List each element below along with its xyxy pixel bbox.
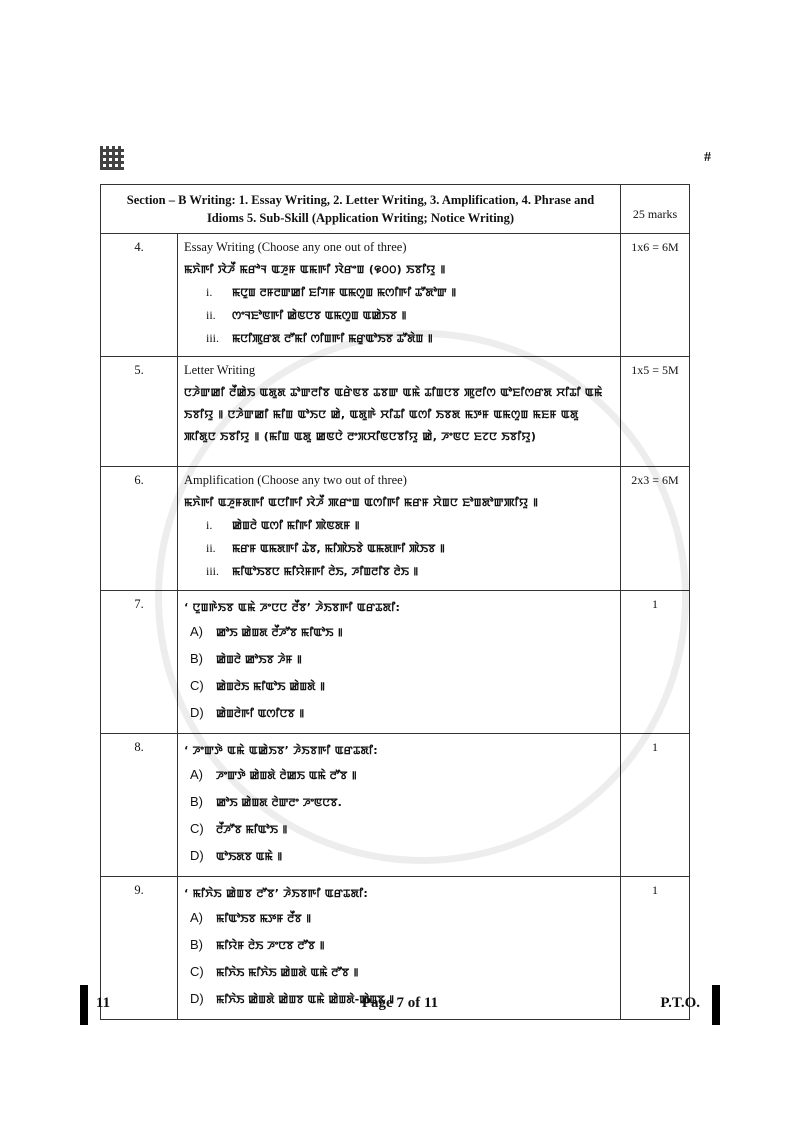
item-text: ꯃꯔꯝ ꯑꯃꯗꯒꯤ ꯊꯥꯕ, ꯃꯤꯄꯥꯏꯕꯥ ꯑꯃꯗꯒꯤ ꯄꯥꯏꯕ ꯫ — [232, 542, 445, 555]
question-number: 6. — [101, 467, 178, 591]
option-text: ꯃꯤꯈꯥꯏ ꯀꯥꯡꯗꯥ ꯀꯥꯡꯕ ꯑꯃꯥ ꯀꯥꯡꯗꯥ-ꯀꯥꯡꯕ ꯫ — [216, 993, 395, 1006]
question-number: 5. — [101, 357, 178, 467]
option-label: D) — [190, 705, 204, 720]
question-body — [178, 734, 621, 877]
option-a — [184, 905, 614, 932]
item-text: ꯃꯤꯑꯣꯏꯕꯅ ꯃꯤꯌꯥꯝꯒꯤ ꯂꯥꯏ, ꯍꯤꯡꯂꯤꯕ ꯂꯥꯏ ꯫ — [232, 565, 419, 578]
question-table — [100, 184, 690, 1020]
question-number: 7. — [101, 591, 178, 734]
question-row-7 — [101, 591, 690, 734]
question-title: ‘ ꯃꯤꯈꯥꯏ ꯀꯥꯡꯕ ꯂꯧꯕ’ ꯍꯥꯏꯕꯒꯤ ꯑꯔꯊꯗꯤ: — [184, 887, 369, 900]
option-text: ꯀꯥꯡꯂꯥꯒꯤ ꯑꯁꯤꯅꯕ ꯫ — [216, 707, 305, 720]
option-label: A) — [190, 910, 203, 925]
item-label: ii. — [206, 541, 216, 555]
section-heading: Section – B Writing: 1. Essay Writing, 2. Letter Writing, 3. Amplification, 4. Phrase and Idioms 5. Sub-Skill (Application Writing; Notice Writing) — [101, 185, 621, 234]
item-label: iii. — [206, 331, 220, 345]
list-item — [184, 327, 614, 350]
question-row-5 — [101, 357, 690, 467]
option-label: B) — [190, 937, 203, 952]
option-c — [184, 959, 614, 986]
question-marks: 1 — [621, 877, 690, 1020]
list-item — [184, 281, 614, 304]
question-row-8 — [101, 734, 690, 877]
option-label: D) — [190, 848, 204, 863]
item-text: ꯃꯅꯨꯡ ꯂꯝꯂꯛꯀꯤ ꯐꯤꯚꯝ ꯑꯃꯁꯨꯡ ꯃꯁꯤꯒꯤ ꯊꯧꯗꯣꯛ ꯫ — [232, 286, 457, 299]
section-marks: 25 marks — [621, 185, 690, 234]
option-a — [184, 619, 614, 646]
item-label: i. — [206, 518, 213, 532]
item-text: ꯀꯥꯡꯂꯥ ꯑꯁꯤ ꯃꯤꯒꯤ ꯄꯥꯟꯗꯝ ꯫ — [232, 519, 360, 532]
option-text: ꯃꯤꯑꯣꯏꯕ ꯃꯇꯝ ꯂꯩꯕ ꯫ — [216, 912, 312, 925]
question-body — [178, 234, 621, 357]
question-title: Letter Writing — [184, 363, 256, 377]
option-text: ꯍꯦꯛꯇꯥ ꯀꯥꯡꯗꯥ ꯂꯥꯀꯏ ꯑꯃꯥ ꯂꯧꯕ ꯫ — [216, 769, 357, 782]
option-label: B) — [190, 794, 203, 809]
list-item — [184, 560, 614, 583]
list-item — [184, 537, 614, 560]
question-row-4 — [101, 234, 690, 357]
question-title: Amplification (Choose any two out of three) — [184, 473, 407, 487]
question-marks: 1x5 = 5M — [621, 357, 690, 467]
option-b — [184, 646, 614, 673]
item-label: ii. — [206, 308, 216, 322]
option-label: C) — [190, 821, 204, 836]
item-label: i. — [206, 285, 213, 299]
option-label: D) — [190, 991, 204, 1006]
option-text: ꯀꯥꯡꯂꯥ ꯀꯣꯏꯕ ꯍꯥꯝ ꯫ — [216, 653, 302, 666]
option-label: B) — [190, 651, 203, 666]
option-d — [184, 700, 614, 727]
option-text: ꯃꯤꯈꯥꯏ ꯃꯤꯈꯥꯏ ꯀꯥꯡꯗꯥ ꯑꯃꯥ ꯂꯧꯕ ꯫ — [216, 966, 359, 979]
option-b — [184, 932, 614, 959]
question-title: ‘ ꯍꯦꯛꯇꯥ ꯑꯃꯥ ꯑꯀꯥꯏꯕ’ ꯍꯥꯏꯕꯒꯤ ꯑꯔꯊꯗꯤ: — [184, 744, 378, 757]
option-c — [184, 816, 614, 843]
question-title: ‘ ꯅꯨꯡꯒꯥꯏꯕ ꯑꯃꯥ ꯍꯦꯅꯅ ꯂꯩꯕ’ ꯍꯥꯏꯕꯒꯤ ꯑꯔꯊꯗꯤ: — [184, 601, 401, 614]
option-text: ꯀꯣꯏ ꯀꯥꯡꯗ ꯂꯥꯛꯂꯦ ꯍꯦꯟꯅꯕ. — [216, 796, 342, 809]
question-number: 9. — [101, 877, 178, 1020]
question-body — [178, 591, 621, 734]
footer-left-number: 11 — [96, 995, 111, 1011]
option-label: A) — [190, 624, 203, 639]
question-marks: 1x6 = 6M — [621, 234, 690, 357]
option-text: ꯀꯥꯡꯂꯥꯏ ꯃꯤꯑꯣꯏ ꯀꯥꯡꯗꯥ ꯫ — [216, 680, 325, 693]
question-title: Essay Writing (Choose any one out of three) — [184, 240, 407, 254]
item-label: iii. — [206, 564, 220, 578]
pto-label: P.T.O. — [660, 995, 700, 1011]
option-text: ꯑꯣꯏꯗꯕ ꯑꯃꯥ ꯫ — [216, 850, 283, 863]
option-a — [184, 762, 614, 789]
page-number: Page 7 of 11 — [361, 995, 439, 1011]
page-footer — [80, 985, 720, 1025]
option-text: ꯀꯣꯏ ꯀꯥꯡꯗ ꯂꯩꯍꯧꯕ ꯃꯤꯑꯣꯏ ꯫ — [216, 626, 343, 639]
corner-mark: # — [704, 150, 711, 165]
question-instruction: ꯃꯈꯥꯒꯤ ꯑꯍꯨꯝꯗꯒꯤ ꯑꯅꯤꯒꯤ ꯋꯥꯍꯩ ꯄꯔꯦꯡ ꯑꯁꯤꯒꯤ ꯃꯔꯝ ꯆꯥꯡꯅ ꯐꯣꯡꯗꯣꯛꯄꯤꯌꯨ ꯫ — [184, 496, 539, 509]
question-body — [178, 467, 621, 591]
option-d — [184, 843, 614, 870]
option-label: C) — [190, 964, 204, 979]
question-instruction: ꯃꯈꯥꯒꯤ ꯋꯥꯍꯩ ꯃꯔꯣꯜ ꯑꯍꯨꯝ ꯑꯃꯒꯤ ꯋꯥꯔꯦꯡ (꯶꯰꯰) ꯏꯕꯤꯌꯨ ꯫ — [184, 263, 446, 276]
qr-code — [100, 146, 124, 170]
option-label: A) — [190, 767, 203, 782]
item-text: ꯁꯦꯜꯐꯣꯟꯒꯤ ꯀꯥꯟꯅꯕ ꯑꯃꯁꯨꯡ ꯑꯀꯥꯏꯕ ꯫ — [232, 309, 407, 322]
option-c — [184, 673, 614, 700]
list-item — [184, 304, 614, 327]
footer-bar-right — [712, 985, 720, 1025]
question-number: 8. — [101, 734, 178, 877]
section-header-row — [101, 185, 690, 234]
item-text: ꯃꯅꯤꯄꯨꯔꯗ ꯂꯧꯃꯤ ꯁꯤꯡꯒꯤ ꯃꯔꯨꯑꯣꯏꯕ ꯊꯧꯗꯥꯡ ꯫ — [232, 332, 433, 345]
question-number: 4. — [101, 234, 178, 357]
list-item — [184, 514, 614, 537]
option-text: ꯃꯤꯌꯥꯝ ꯂꯥꯏ ꯍꯦꯅꯕ ꯂꯧꯕ ꯫ — [216, 939, 325, 952]
question-marks: 1 — [621, 734, 690, 877]
option-text: ꯂꯩꯍꯧꯕ ꯃꯤꯑꯣꯏ ꯫ — [216, 823, 288, 836]
option-label: C) — [190, 678, 204, 693]
question-marks: 2x3 = 6M — [621, 467, 690, 591]
question-instruction: ꯅꯍꯥꯛꯀꯤ ꯂꯩꯀꯥꯏ ꯑꯗꯨꯗ ꯊꯣꯛꯂꯤꯕ ꯑꯔꯥꯟꯕ ꯊꯕꯛ ꯑꯃꯥ ꯊꯤꯡꯅꯕ ꯄꯨꯂꯤꯁ ꯑꯣꯐꯤꯁꯔꯗ ꯆꯤꯊꯤ ꯑꯃꯥ ꯏꯕꯤꯌꯨ ꯫ ꯅꯍꯥꯛꯀꯤ ꯃꯤꯡ ꯑꯣꯏꯅ ꯀꯥ, ꯑꯗꯨꯒꯥ ꯆꯤꯊꯤ ꯑꯁꯤ ꯏꯕꯗ ꯃꯇꯝ ꯑꯃꯁꯨꯡ ꯃꯐꯝ ꯑꯗꯨ ꯄꯤꯗꯨꯅ ꯏꯕꯤꯌꯨ ꯫ (ꯃꯤꯡ ꯑꯗꯨ ꯀꯟꯅꯥ ꯂꯦꯞꯆꯤꯟꯅꯕꯤꯌꯨ ꯀꯥ, ꯍꯦꯟꯅ ꯐꯖꯅ ꯏꯕꯤꯌꯨ) — [184, 386, 603, 443]
question-row-6 — [101, 467, 690, 591]
option-b — [184, 789, 614, 816]
question-marks: 1 — [621, 591, 690, 734]
question-body — [178, 357, 621, 467]
